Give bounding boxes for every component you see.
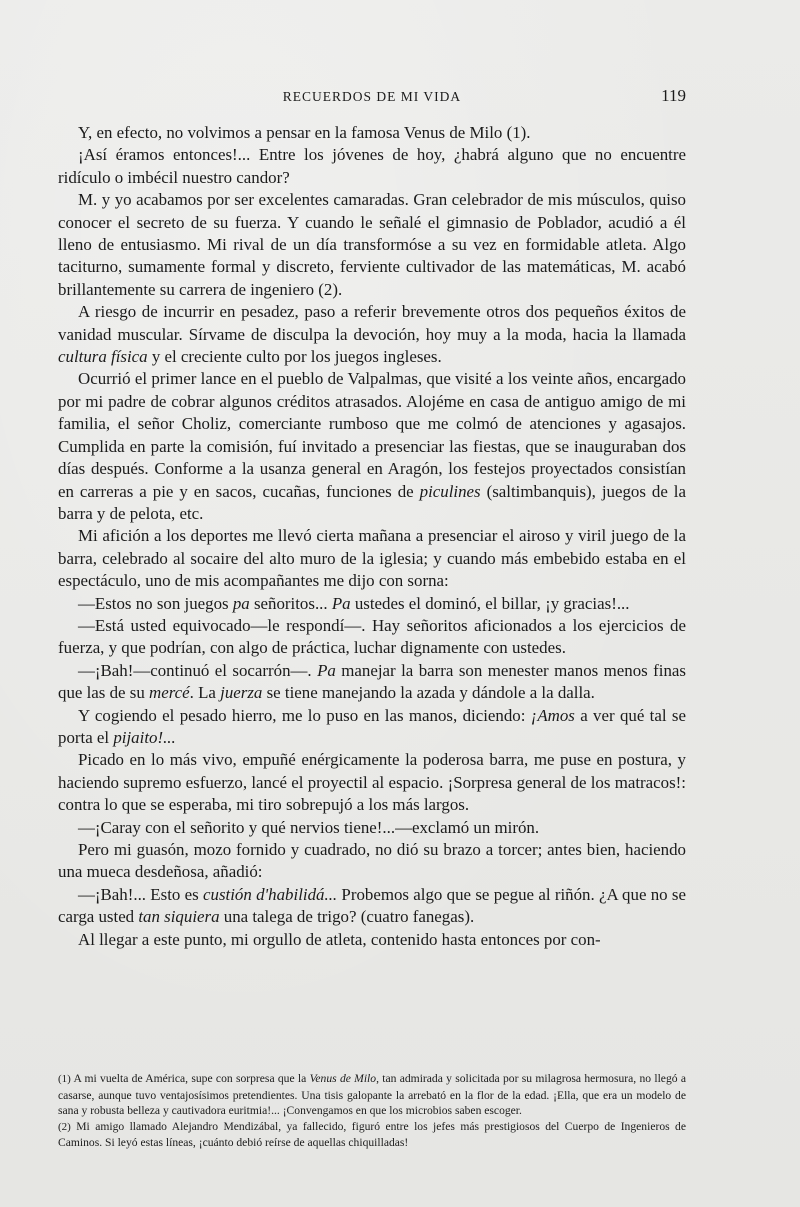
paragraph (58, 144, 686, 189)
text-span: A mi vuelta de América, supe con sorpresa que la (70, 1072, 310, 1085)
text-span: (saltimbanquis), juegos de la barra y de pelota, etc. (58, 481, 686, 523)
paragraph (58, 817, 686, 839)
paragraph (58, 301, 686, 368)
italic-span: tan siquiera (138, 907, 220, 927)
italic-span: cultura física (58, 347, 148, 367)
text-span: ¡Así éramos entonces!... Entre los jóvenes de hoy, ¿habrá alguno que no encuentre ridículo o imbécil nuestro candor? (58, 145, 686, 187)
text-span: M. y yo acabamos por ser excelentes camaradas. Gran celebrador de mis músculos, quiso conocer el secreto de su fuerza. Y cuando le señalé el gimnasio de Poblador, acudió a él lleno de entusiasmo. Mi rival de un día transformóse a su vez en formidable atleta. Algo taciturno, sumamente formal y discreto, ferviente cultivador de las matemáticas, M. acabó brillantemente su carrera de ingeniero (2). (58, 190, 686, 299)
paragraph (58, 122, 686, 144)
page-number: 119 (661, 86, 686, 105)
italic-span: pa (232, 593, 250, 613)
text-span: Y, en efecto, no volvimos a pensar en la famosa Venus de Milo (1). (78, 123, 531, 142)
text-span: —Estos no son juegos (78, 593, 233, 613)
text-span: —¡Caray con el señorito y qué nervios tiene!...—exclamó un mirón. (78, 817, 540, 837)
text-span: Ocurrió el primer lance en el pueblo de Valpalmas, que visité a los veinte años, encargado por mi padre de cobrar algunos créditos atrasados. Alojéme en casa de antiguo amigo de mi familia, el señor Choliz, comerciante rumboso que me colmó de atenciones y agasajos. Cumplida en parte la comisión, fuí invitado a presenciar las fiestas, que se inauguraban dos días después. Conforme a la usanza general en Aragón, los festejos proyectados consistían en carreras a pie y en sacos, cucañas, funciones de (58, 369, 686, 501)
text-span: , tan admirada y solicitada por su milagrosa hermosura, no llegó a casarse, aunque tuvo ventajosísimos pretendientes. Una tisis galopante la arrebató en la flor de la edad. ¡Ella, que era un modelo de sana y robusta belleza y cautivadora euritmia!... ¡Convengamos en que los microbios saben escoger. (58, 1072, 686, 1118)
body-text (58, 122, 686, 951)
running-title: RECUERDOS DE MI VIDA (282, 89, 462, 104)
paragraph (58, 189, 686, 301)
text-span: Mi afición a los deportes me llevó cierta mañana a presenciar el airoso y viril juego de la barra, celebrado al socaire del alto muro de la iglesia; y cuando más embebido estaba en el espectáculo, uno de mis acompañantes me dijo con sorna: (58, 526, 686, 591)
paragraph (58, 705, 686, 750)
text-span: y el creciente culto por los juegos ingleses. (147, 347, 442, 367)
footnotes (58, 1071, 686, 1151)
footnote-mark: (1) (58, 1073, 71, 1085)
italic-span: custión d'habilidá... (203, 884, 338, 904)
text-span: . La (189, 683, 221, 703)
italic-span: Venus de Milo (309, 1072, 377, 1085)
footnote (58, 1119, 686, 1151)
text-span: Y cogiendo el pesado hierro, me lo puso en las manos, diciendo: (78, 705, 531, 725)
italic-span: piculines (419, 481, 481, 501)
text-span: —¡Bah!... Esto es (78, 884, 204, 904)
running-head (58, 88, 686, 108)
text-span: A riesgo de incurrir en pesadez, paso a referir brevemente otros dos pequeños éxitos de vanidad muscular. Sírvame de disculpa la devoción, hoy muy a la moda, hacia la llamada (58, 302, 686, 344)
italic-span: Pa (331, 593, 351, 613)
text-span: a ver qué tal se porta el (58, 705, 686, 747)
text-span: manejar la barra son menester manos menos finas que las de su (58, 660, 686, 703)
text-span: —¡Bah!—continuó el socarrón—. (78, 660, 318, 680)
italic-span: juerza (220, 683, 263, 703)
paragraph (58, 929, 686, 951)
text-span: —Está usted equivocado—le respondí—. Hay señoritos aficionados a los ejercicios de fuerza, y que podrían, con algo de práctica, luchar dignamente con ustedes. (58, 615, 686, 658)
text-span: Picado en lo más vivo, empuñé enérgicamente la poderosa barra, me puse en postura, y haciendo supremo esfuerzo, lancé el proyectil al espacio. ¡Sorpresa general de los matracos!: contra lo que se esperaba, mi tiro sobrepujó a los más largos. (58, 750, 686, 815)
footnote-mark: (2) (58, 1120, 71, 1133)
italic-span: Pa (317, 660, 336, 680)
italic-span: ¡Amos (530, 705, 575, 725)
text-span: Al llegar a este punto, mi orgullo de atleta, contenido hasta entonces por con- (78, 929, 601, 949)
text-span: una talega de trigo? (cuatro fanegas). (219, 907, 475, 927)
paragraph (58, 839, 686, 884)
italic-span: pijaito!... (113, 727, 176, 747)
paragraph (58, 368, 686, 525)
text-span: ustedes el dominó, el billar, ¡y gracias!... (350, 593, 630, 613)
paragraph (58, 593, 686, 615)
italic-span: mercé (149, 683, 190, 703)
text-span: Probemos algo que se pegue al riñón. ¿A que no se carga usted (58, 884, 686, 927)
paragraph (58, 749, 686, 816)
text-span: señoritos... (249, 593, 332, 613)
paragraph (58, 615, 686, 660)
text-span: Pero mi guasón, mozo fornido y cuadrado, no dió su brazo a torcer; antes bien, haciendo una mueca desdeñosa, añadió: (58, 840, 686, 882)
paragraph (58, 525, 686, 592)
paragraph (58, 660, 686, 705)
text-span: Mi amigo llamado Alejandro Mendizábal, ya fallecido, figuró entre los jefes más prestigiosos del Cuerpo de Ingenieros de Caminos. Si leyó estas líneas, ¡cuánto debió reírse de aquellas chiquilladas! (58, 1119, 686, 1150)
footnote (58, 1071, 686, 1119)
text-span: se tiene manejando la azada y dándole a la dalla. (262, 683, 595, 703)
paragraph (58, 884, 686, 929)
